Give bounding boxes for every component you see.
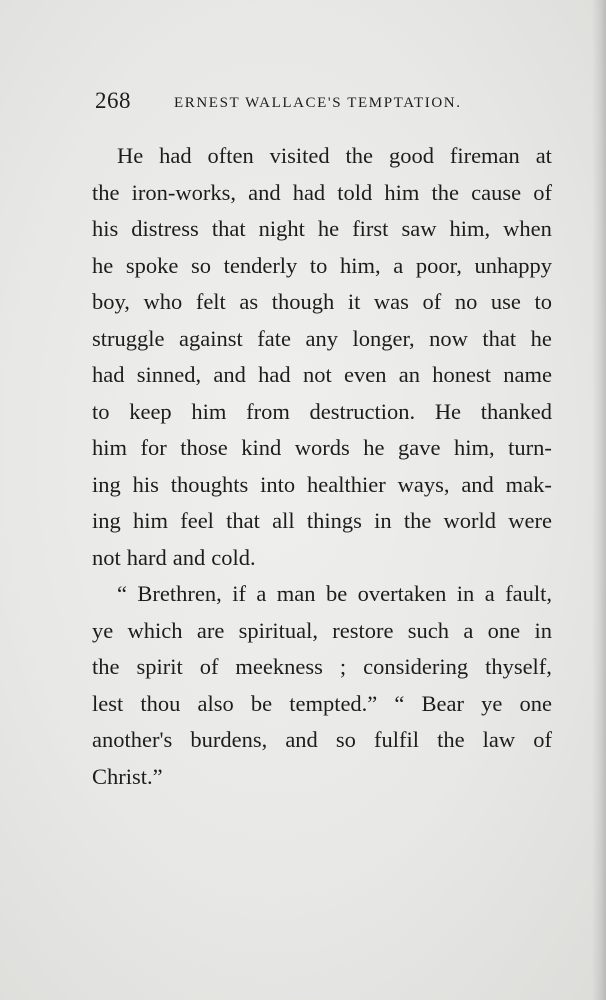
word: spoke [125, 252, 179, 278]
text-line [92, 649, 552, 686]
word: one [519, 690, 552, 716]
word: man [276, 581, 316, 606]
word: ye [481, 690, 503, 716]
word: healthier [307, 471, 386, 497]
word: ing [92, 508, 121, 533]
word: things [306, 508, 362, 533]
word: fulfil [373, 727, 419, 752]
word: his [132, 471, 159, 497]
word: of [422, 289, 442, 314]
word: use [490, 289, 521, 314]
word: for [140, 435, 167, 460]
word: distress [131, 216, 199, 241]
word: and [248, 179, 281, 205]
word: in [534, 617, 552, 643]
word: against [179, 325, 243, 351]
word: was [373, 289, 409, 314]
word: be [325, 581, 348, 606]
word: he [317, 216, 340, 241]
word: from [246, 398, 290, 424]
word: the [403, 508, 432, 533]
word: him, [454, 435, 495, 460]
word: saw [401, 216, 437, 241]
text-line [92, 321, 552, 358]
word: a [484, 581, 495, 606]
word: as [239, 289, 259, 314]
page-number: 268 [95, 88, 131, 113]
word: a [256, 581, 267, 606]
word: thyself, [485, 654, 552, 679]
word: to [92, 398, 110, 424]
word: restore [332, 617, 394, 643]
word: the [437, 727, 465, 752]
word: to [534, 289, 552, 314]
word: at [535, 143, 552, 168]
word: he [530, 325, 552, 351]
word: ing [92, 471, 121, 497]
word: and [213, 362, 246, 387]
word: and [285, 727, 318, 752]
word: such [407, 617, 450, 643]
word: overtaken [357, 581, 447, 606]
word: thanked [480, 398, 552, 424]
word: ways, [397, 471, 450, 497]
word: in [374, 508, 392, 533]
text-line [92, 211, 552, 248]
word: him [132, 508, 168, 533]
word: thoughts [170, 471, 249, 497]
word: be [250, 690, 273, 716]
word: longer, [352, 325, 415, 351]
word: an [398, 362, 420, 387]
word: so [335, 727, 356, 752]
word: He [117, 143, 144, 168]
word: a [393, 252, 404, 278]
word: no [454, 289, 478, 314]
word: of [199, 654, 219, 679]
word: him [191, 398, 227, 424]
word: him, [340, 252, 381, 278]
word: gave [398, 435, 441, 460]
word: “ [394, 690, 405, 716]
word: world [443, 508, 497, 533]
body-text [92, 138, 552, 795]
word: fault, [505, 581, 552, 606]
word: him, [449, 216, 491, 241]
word: and [172, 544, 206, 570]
word: destruction. [309, 398, 416, 424]
word: the [92, 654, 120, 679]
word: him [92, 435, 128, 460]
word: Bear [421, 690, 464, 716]
word: turn- [508, 435, 552, 460]
text-line [92, 503, 552, 540]
word: ; [339, 654, 347, 679]
word: hard [126, 544, 167, 570]
word: not [92, 544, 121, 570]
word: had [92, 362, 125, 387]
text-line [92, 175, 552, 212]
word: are [196, 617, 225, 643]
word: even [343, 362, 387, 387]
page-edge-shadow [592, 0, 606, 1000]
text-line [92, 248, 552, 285]
text-line [92, 540, 552, 577]
word: night [258, 216, 305, 241]
word: thou [140, 690, 181, 716]
word: had [159, 143, 192, 168]
word: considering [363, 654, 469, 679]
text-line [92, 467, 552, 504]
word: a [463, 617, 474, 643]
word: fate [257, 325, 291, 351]
word: spirit [136, 654, 183, 679]
word: which [127, 617, 183, 643]
word: iron-works, [131, 179, 236, 205]
word: feel [180, 508, 214, 533]
word: lest [92, 690, 124, 716]
word: the [92, 179, 120, 205]
word: honest [432, 362, 491, 387]
word: kind [241, 435, 282, 460]
word: meekness [235, 654, 323, 679]
text-line [92, 394, 552, 431]
word: Christ.” [92, 763, 163, 789]
word: were [508, 508, 552, 533]
word: all [272, 508, 295, 533]
word: cold. [211, 544, 256, 570]
word: poor, [415, 252, 462, 278]
word: his [92, 216, 119, 241]
word: sinned, [136, 362, 202, 387]
word: if [232, 581, 246, 606]
word: unhappy [474, 252, 552, 278]
word: tempted.” [289, 690, 378, 716]
word: fireman [449, 143, 520, 168]
word: that [482, 325, 517, 351]
word: law [482, 727, 516, 752]
word: felt [195, 289, 226, 314]
word: who [143, 289, 183, 314]
text-line [92, 284, 552, 321]
word: tenderly [223, 252, 298, 278]
word: he [92, 252, 114, 278]
word: often [207, 143, 254, 168]
word: to [309, 252, 328, 278]
word: cause [471, 179, 522, 205]
running-title: ERNEST WALLACE'S TEMPTATION. [174, 95, 462, 111]
word: boy, [92, 289, 130, 314]
word: not [302, 362, 332, 387]
word: told [337, 179, 373, 205]
text-line [92, 138, 552, 175]
word: the [345, 143, 374, 168]
word: “ [117, 581, 127, 606]
text-line [92, 686, 552, 723]
word: those [180, 435, 228, 460]
word: had [292, 179, 326, 205]
word: also [197, 690, 234, 716]
word: that [211, 216, 246, 241]
page-header [95, 88, 515, 118]
word: so [190, 252, 211, 278]
word: into [260, 471, 296, 497]
text-line [92, 759, 552, 796]
word: ye [92, 617, 114, 643]
text-line [92, 613, 552, 650]
word: name [503, 362, 552, 387]
word: spiritual, [238, 617, 318, 643]
word: in [456, 581, 475, 606]
word: Brethren, [137, 581, 222, 606]
word: him [384, 179, 420, 205]
word: another's [92, 727, 173, 752]
word: keep [129, 398, 172, 424]
word: now [429, 325, 468, 351]
word: He [434, 398, 462, 424]
text-line [92, 430, 552, 467]
word: when [503, 216, 552, 241]
text-line [92, 357, 552, 394]
word: visited [269, 143, 330, 168]
word: of [533, 727, 552, 752]
word: burdens, [190, 727, 268, 752]
text-line [92, 576, 552, 613]
word: the [431, 179, 460, 205]
word: any [305, 325, 338, 351]
word: that [226, 508, 260, 533]
word: had [258, 362, 291, 387]
word: good [388, 143, 434, 168]
word: first [352, 216, 389, 241]
word: though [271, 289, 335, 314]
word: and [461, 471, 494, 497]
word: he [363, 435, 385, 460]
word: of [533, 179, 552, 205]
word: struggle [92, 325, 165, 351]
word: mak- [505, 471, 552, 497]
word: one [487, 617, 521, 643]
word: it [347, 289, 361, 314]
text-line [92, 722, 552, 759]
word: words [294, 435, 350, 460]
